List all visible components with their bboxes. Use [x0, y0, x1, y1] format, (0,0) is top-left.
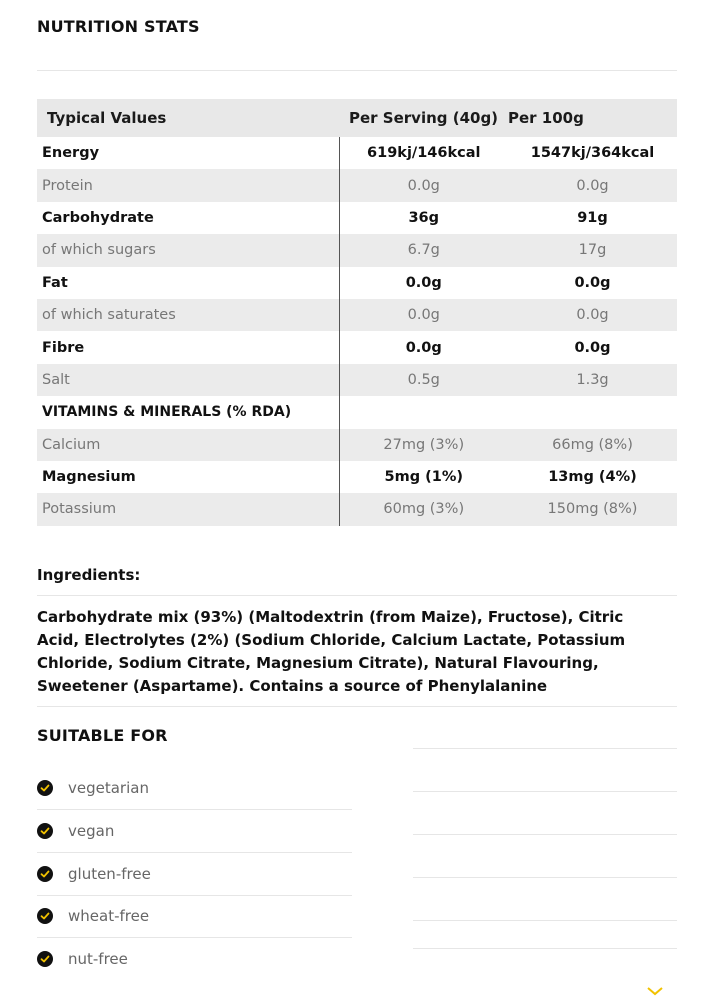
per-100g-value: 0.0g [508, 169, 677, 201]
per-serving-value: 0.0g [339, 299, 508, 331]
table-row [37, 299, 677, 331]
chevron-down-icon[interactable] [646, 982, 664, 1001]
suitable-item [37, 895, 352, 938]
table-header-row [37, 99, 677, 137]
table-row [37, 137, 677, 169]
per-serving-value: 36g [408, 209, 440, 226]
per-serving-value: 0.0g [405, 274, 442, 291]
row-label: Magnesium [37, 461, 339, 493]
per-serving-value: 619kj/146kcal [367, 145, 481, 162]
per-serving-value: 60mg (3%) [339, 493, 508, 525]
table-row [37, 461, 677, 493]
suitable-item [37, 810, 352, 853]
divider [413, 877, 677, 878]
per-100g-value: 17g [508, 234, 677, 266]
divider [37, 706, 677, 707]
row-label: Salt [37, 364, 339, 396]
divider [37, 70, 677, 71]
divider [413, 948, 677, 949]
ingredients-text: Carbohydrate mix (93%) (Maltodextrin (from Maize), Fructose), Citric Acid, Electrolytes (2%) (Sodium Chloride, Calcium Lactate, Potassium Chloride, Sodium Citrate, Magnesium Citrate), Natural Flavouring, Sweetener (Aspartame). Contains a source of Phenylalanine [37, 608, 626, 695]
per-serving-value: 0.0g [405, 339, 442, 356]
check-circle-icon [37, 780, 53, 796]
suitable-item [37, 938, 352, 980]
table-row [37, 493, 677, 525]
per-serving-value: 6.7g [339, 234, 508, 266]
table-row [37, 429, 677, 461]
table-row [37, 234, 677, 266]
per-serving-value: 0.5g [339, 364, 508, 396]
per-100g-value: 66mg (8%) [508, 429, 677, 461]
suitable-item [37, 767, 352, 810]
per-100g-value: 91g [577, 209, 608, 226]
check-circle-icon [37, 866, 53, 882]
suitable-item-label: nut-free [68, 950, 128, 968]
per-100g-value: 1547kj/364kcal [530, 145, 655, 162]
per-serving-value: 5mg (1%) [384, 469, 463, 486]
row-label: Carbohydrate [37, 202, 339, 234]
suitable-item-label: gluten-free [68, 865, 151, 883]
per-100g-value: 150mg (8%) [508, 493, 677, 525]
divider [413, 920, 677, 921]
nutrition-stats-title: NUTRITION STATS [37, 17, 200, 36]
suitable-item-label: wheat-free [68, 907, 150, 925]
divider [413, 791, 677, 792]
ingredients-title: Ingredients: [37, 566, 141, 584]
per-100g-value: 13mg (4%) [548, 469, 637, 486]
check-circle-icon [37, 908, 53, 924]
per-100g-value: 1.3g [508, 364, 677, 396]
row-label: Fibre [37, 331, 339, 363]
check-circle-icon [37, 951, 53, 967]
check-circle-icon [37, 823, 53, 839]
row-label: Energy [37, 137, 339, 169]
row-label: of which sugars [37, 234, 339, 266]
divider [413, 748, 677, 749]
row-label: Calcium [37, 429, 339, 461]
row-label: Potassium [37, 493, 339, 525]
row-label: VITAMINS & MINERALS (% RDA) [37, 396, 339, 428]
row-label: of which saturates [37, 299, 339, 331]
table-row [37, 169, 677, 201]
row-label: Protein [37, 169, 339, 201]
suitable-item-label: vegetarian [68, 779, 149, 797]
table-row [37, 364, 677, 396]
divider [413, 834, 677, 835]
divider [37, 595, 677, 596]
nutrition-table [37, 99, 678, 526]
header-typical-values: Typical Values [37, 99, 339, 137]
per-serving-value [339, 396, 508, 428]
table-row [37, 202, 677, 234]
row-label: Fat [37, 267, 339, 299]
per-100g-value [508, 396, 677, 428]
suitable-item [37, 853, 352, 896]
header-per-serving: Per Serving (40g) [339, 99, 508, 137]
per-serving-value: 0.0g [339, 169, 508, 201]
suitable-for-title: SUITABLE FOR [37, 726, 168, 745]
table-row [37, 396, 677, 428]
suitable-item-label: vegan [68, 822, 115, 840]
per-100g-value: 0.0g [574, 339, 611, 356]
per-100g-value: 0.0g [508, 299, 677, 331]
per-serving-value: 27mg (3%) [339, 429, 508, 461]
per-100g-value: 0.0g [574, 274, 611, 291]
header-per-100g: Per 100g [508, 99, 677, 137]
table-row [37, 267, 677, 299]
table-row [37, 331, 677, 363]
